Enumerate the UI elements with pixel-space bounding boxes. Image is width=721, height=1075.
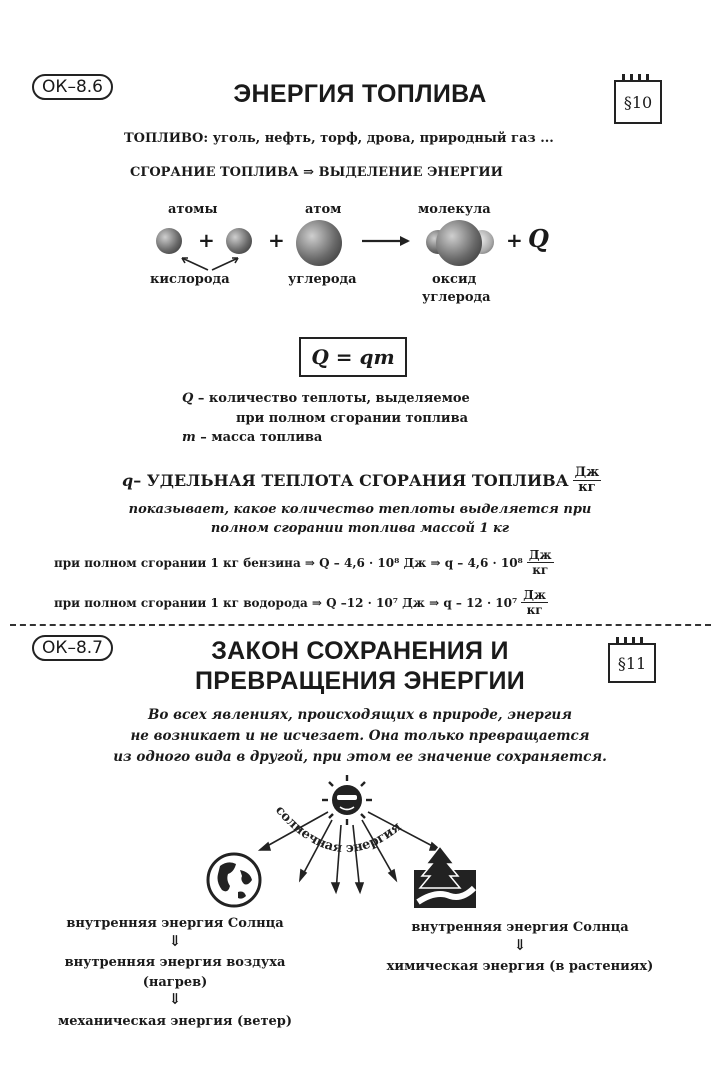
specific-heat-label: – УДЕЛЬНАЯ ТЕПЛОТА СГОРАНИЯ ТОПЛИВА [133, 471, 569, 490]
paragraph-number: §10 [623, 92, 653, 112]
shows-line-1: показывает, какое количество теплоты выделяется при [128, 502, 592, 517]
left-chain-3: механическая энергия (ветер) [57, 1014, 293, 1029]
reaction-arrow [360, 234, 414, 248]
down-arrow: ⇓ [168, 990, 182, 1008]
combustion-left: СГОРАНИЕ ТОПЛИВА [130, 165, 299, 180]
example-gasoline [54, 548, 554, 577]
unit-numerator: Дж [523, 588, 547, 602]
left-chain-2b: (нагрев) [142, 975, 208, 990]
fuel-list: ТОПЛИВО: уголь, нефть, торф, дрова, природный газ ... [124, 131, 554, 146]
paragraph-badge-10 [614, 80, 662, 124]
right-chain-2: химическая энергия (в растениях) [386, 959, 654, 974]
oxygen-atom-1 [156, 228, 182, 254]
left-chain-1: внутренняя энергия Солнца [66, 916, 284, 931]
landscape-tree-icon [410, 842, 482, 910]
formula-box [299, 337, 407, 377]
section-code-8-6: ОК–8.6 [32, 74, 113, 100]
paragraph-badge-11 [608, 643, 656, 683]
unit-denominator: кг [532, 563, 549, 577]
q-small-variable: q [122, 471, 134, 490]
implies-arrow: ⇒ [303, 165, 315, 180]
law-line-3: из одного вида в другой, при этом ее значение сохраняется. [113, 749, 607, 765]
combustion-line [130, 165, 503, 180]
atoms-label-top: атомы [168, 202, 218, 217]
q-variable: Q [182, 391, 194, 406]
unit-fraction [573, 466, 602, 495]
carbon-atom [296, 220, 342, 266]
svg-text:солнечная энергия [272, 803, 405, 856]
example-hydrogen [54, 588, 548, 617]
section-title-fuel-energy: ЭНЕРГИЯ ТОПЛИВА [233, 80, 487, 108]
section-title-energy-conservation [160, 636, 560, 696]
molecule-label-bottom-2: углерода [422, 290, 491, 305]
down-arrow: ⇓ [513, 936, 527, 954]
shows-line-2: полном сгорании топлива массой 1 кг [210, 521, 510, 536]
molecule-label-bottom-1: оксид [432, 272, 477, 287]
example-hydrogen-text: при полном сгорании 1 кг водорода ⇒ Q –12 · 10⁷ Дж ⇒ q – 12 · 10⁷ [54, 595, 518, 610]
unit-fraction [521, 588, 548, 617]
unit-numerator: Дж [574, 465, 600, 480]
right-chain-1: внутренняя энергия Солнца [411, 920, 629, 935]
plus-sign: + [268, 228, 285, 252]
plus-sign: + [506, 228, 523, 252]
specific-heat-heading [122, 466, 601, 495]
law-line-2: не возникает и не исчезает. Она только превращается [130, 728, 590, 744]
section-code-8-7: ОК–8.7 [32, 635, 113, 661]
m-definition-text: – масса топлива [195, 430, 323, 445]
q-definition-cont: при полном сгорании топлива [236, 411, 469, 426]
oxygen-atom-2 [226, 228, 252, 254]
molecule-carbon [436, 220, 482, 266]
solar-label-text: солнечная энергия [272, 803, 405, 857]
globe-icon [204, 850, 264, 910]
unit-denominator: кг [526, 603, 543, 617]
m-variable: m [182, 430, 196, 445]
conservation-law-text [60, 705, 660, 768]
atoms-label-bottom: кислорода [150, 272, 230, 287]
oxygen-pointer-arrows [160, 252, 260, 274]
atom-label-top: атом [305, 202, 342, 217]
atom-label-bottom: углерода [288, 272, 357, 287]
law-line-1: Во всех явлениях, происходящих в природе, энергия [147, 707, 572, 723]
paragraph-number: §11 [617, 653, 647, 673]
heat-symbol: Q [528, 224, 549, 253]
title-line-1: ЗАКОН СОХРАНЕНИЯ И [211, 637, 509, 665]
example-gasoline-text: при полном сгорании 1 кг бензина ⇒ Q – 4,6 · 10⁸ Дж ⇒ q – 4,6 · 10⁸ [54, 555, 523, 570]
title-line-2: ПРЕВРАЩЕНИЯ ЭНЕРГИИ [195, 667, 525, 695]
q-definition-text: – количество теплоты, выделяемое [193, 391, 470, 406]
unit-numerator: Дж [528, 548, 552, 562]
section-divider [10, 624, 711, 626]
combustion-right: ВЫДЕЛЕНИЕ ЭНЕРГИИ [318, 165, 503, 180]
formula-text: Q = qm [311, 345, 395, 369]
unit-fraction [527, 548, 554, 577]
left-chain-2: внутренняя энергия воздуха [64, 955, 286, 970]
unit-denominator: кг [578, 480, 596, 495]
plus-sign: + [198, 228, 215, 252]
m-definition [182, 430, 322, 445]
molecule-label-top: молекула [418, 202, 491, 217]
down-arrow: ⇓ [168, 932, 182, 950]
q-definition [182, 391, 470, 406]
